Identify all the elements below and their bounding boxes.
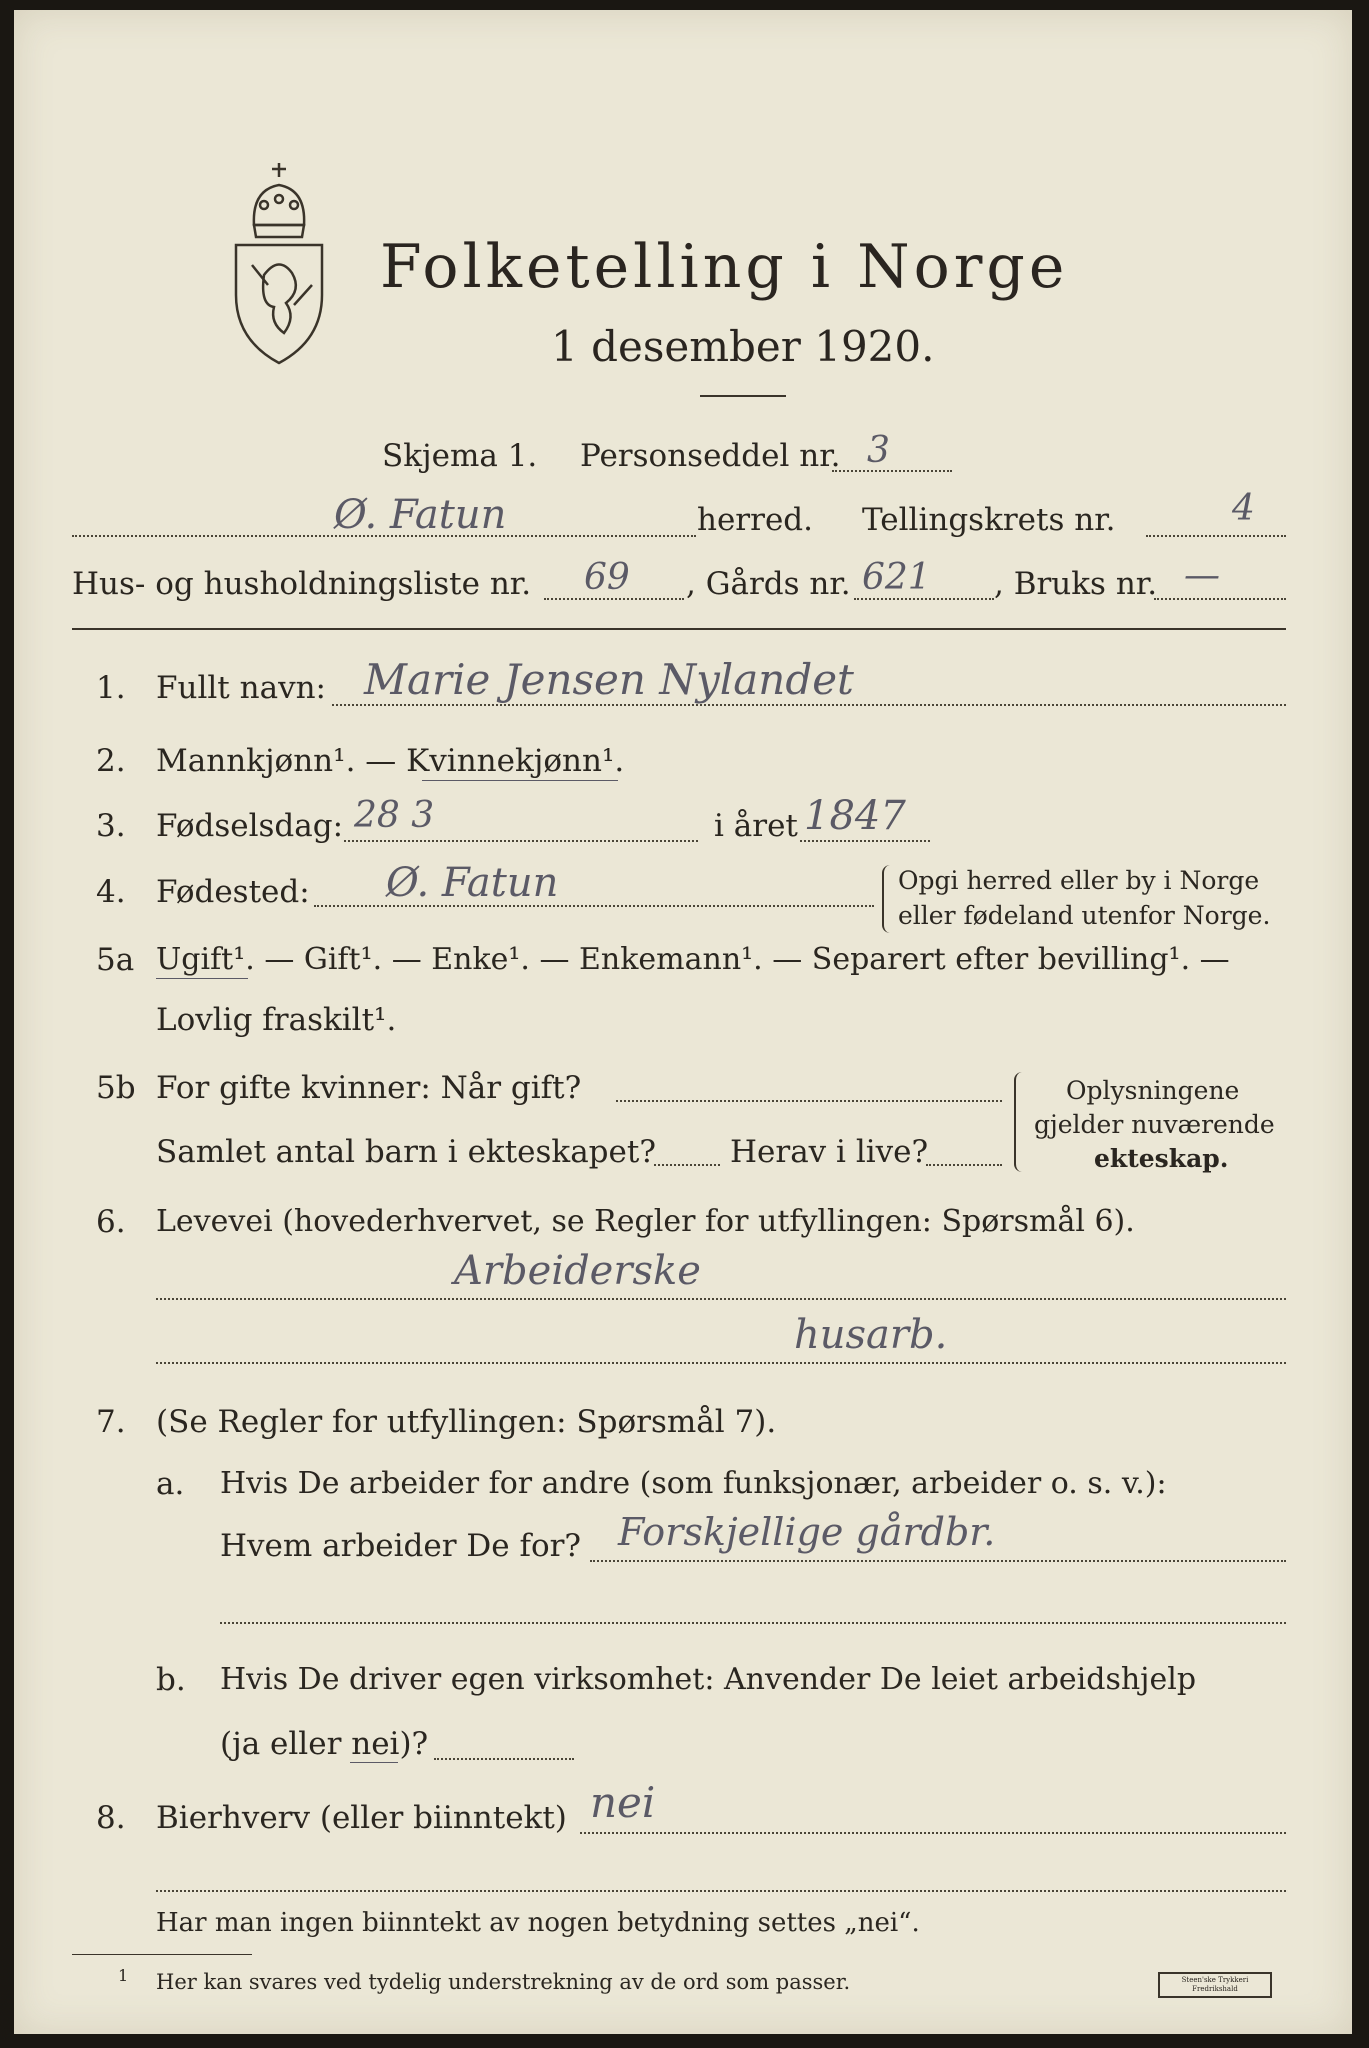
norwegian-coat-of-arms-icon	[224, 155, 334, 370]
personseddel-value: 3	[867, 430, 890, 471]
q5b-number: 5b	[96, 1070, 136, 1106]
married-when-line	[616, 1100, 1002, 1102]
q7a-line1: Hvis De arbeider for andre (som funksjonær, arbeider o. s. v.):	[220, 1466, 1167, 1501]
q6-label: Levevei (hovederhvervet, se Regler for utfyllingen: Spørsmål 6).	[156, 1204, 1135, 1239]
herred-label: herred.	[697, 502, 813, 538]
q7b-line1: Hvis De driver egen virksomhet: Anvender De leiet arbeidshjelp	[220, 1662, 1197, 1697]
q7b-number: b.	[156, 1662, 186, 1698]
q4-brace	[882, 865, 892, 933]
tellingskrets-value: 4	[1232, 488, 1255, 529]
herred-value: Ø. Fatun	[334, 492, 507, 538]
tellingskrets-line	[1146, 535, 1286, 537]
hus-value: 69	[584, 557, 630, 598]
hus-line	[544, 598, 684, 600]
q5b-note-line3: ekteskap.	[1094, 1144, 1229, 1173]
q4-number: 4.	[96, 874, 126, 910]
side-income-line	[580, 1832, 1286, 1834]
q1-number: 1.	[96, 670, 126, 706]
footnote-text: Her kan svares ved tydelig understrekning av de ord som passer.	[156, 1970, 851, 1994]
side-income-value: nei	[590, 1778, 656, 1827]
side-income-line-2	[156, 1890, 1286, 1892]
occupation-value-1: Arbeiderske	[454, 1248, 701, 1294]
children-line	[654, 1164, 720, 1166]
bruks-line	[1154, 598, 1286, 600]
gender-options: Mannkjønn¹. — Kvinnekjønn¹.	[156, 743, 625, 779]
employer-line-2	[220, 1622, 1286, 1624]
birthday-value: 28 3	[354, 795, 435, 836]
q5b-brace	[1014, 1072, 1026, 1172]
census-form	[14, 10, 1352, 2034]
q3-number: 3.	[96, 808, 126, 844]
q4-label: Fødested:	[156, 874, 310, 910]
footer-note: Har man ingen biinntekt av nogen betydning settes „nei“.	[156, 1908, 920, 1938]
q7-number: 7.	[96, 1404, 126, 1440]
q8-number: 8.	[96, 1800, 126, 1836]
q7a-number: a.	[156, 1466, 185, 1502]
marital-status-options-line2: Lovlig fraskilt¹.	[156, 1002, 397, 1038]
title-divider	[700, 395, 786, 397]
gender-underline	[422, 780, 618, 781]
q4-note-line2: eller fødeland utenfor Norge.	[898, 901, 1271, 930]
employer-line	[590, 1560, 1286, 1562]
employer-value: Forskjellige gårdbr.	[618, 1510, 996, 1554]
footnote-rule	[72, 1954, 252, 1955]
printer-stamp: Steen'ske Trykkeri Fredrikshald	[1158, 1972, 1272, 1998]
bruks-label: , Bruks nr.	[994, 566, 1158, 602]
q3-label: Fødselsdag:	[156, 808, 344, 844]
occupation-value-2: husarb.	[794, 1312, 948, 1358]
gards-value: 621	[862, 557, 931, 598]
marital-underline	[156, 978, 248, 979]
q4-note-line1: Opgi herred eller by i Norge	[898, 866, 1260, 895]
tellingskrets-label: Tellingskrets nr.	[862, 502, 1116, 538]
q7b-line2: (ja eller nei)?	[220, 1726, 429, 1762]
q5b-note-line1: Oplysningene	[1066, 1076, 1240, 1105]
gards-line	[854, 598, 994, 600]
header-rule	[72, 628, 1286, 630]
year-line	[800, 840, 930, 842]
q5a-number: 5a	[96, 942, 135, 978]
form-title: Folketelling i Norge	[380, 232, 1069, 302]
q1-line	[332, 704, 1286, 706]
nei-underline	[350, 1762, 398, 1763]
q5b-line1: For gifte kvinner: Når gift?	[156, 1070, 582, 1106]
birthplace-value: Ø. Fatun	[386, 860, 559, 906]
q6-number: 6.	[96, 1204, 126, 1240]
q7-label: (Se Regler for utfyllingen: Spørsmål 7).	[156, 1404, 777, 1440]
hus-label: Hus- og husholdningsliste nr.	[72, 566, 532, 602]
q1-label: Fullt navn:	[156, 670, 326, 706]
footnote-mark: 1	[118, 1966, 129, 1985]
occupation-line-1	[156, 1298, 1286, 1300]
birthday-line	[344, 840, 698, 842]
hired-help-line	[434, 1758, 574, 1760]
marital-status-options: Ugift¹. — Gift¹. — Enke¹. — Enkemann¹. — Separert efter bevilling¹. —	[156, 942, 1230, 977]
q5b-note-line2: gjelder nuværende	[1034, 1110, 1275, 1139]
alive-line	[926, 1164, 1002, 1166]
personseddel-line	[832, 470, 952, 472]
personseddel-label: Personseddel nr.	[580, 438, 841, 474]
q8-label: Bierhverv (eller biinntekt)	[156, 1800, 567, 1836]
gards-label: , Gårds nr.	[686, 566, 851, 602]
birth-year-value: 1847	[804, 793, 906, 839]
form-date: 1 desember 1920.	[551, 322, 935, 371]
year-label: i året	[714, 808, 798, 844]
q2-number: 2.	[96, 743, 126, 779]
full-name-value: Marie Jensen Nylandet	[364, 655, 854, 704]
q7a-line2: Hvem arbeider De for?	[220, 1528, 582, 1564]
bruks-value: —	[1184, 555, 1220, 596]
q5b-alive-label: Herav i live?	[730, 1134, 929, 1170]
skjema-label: Skjema 1.	[382, 438, 538, 474]
q5b-children-label: Samlet antal barn i ekteskapet?	[156, 1134, 656, 1170]
occupation-line-2	[156, 1362, 1286, 1364]
